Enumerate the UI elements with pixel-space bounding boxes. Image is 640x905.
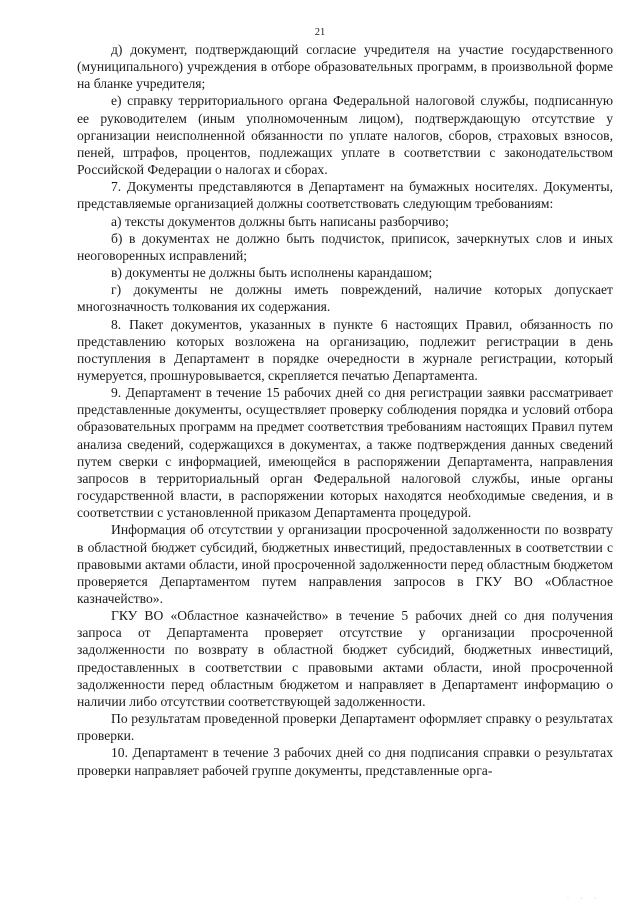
document-body: [77, 41, 613, 779]
page-number: 21: [314, 27, 326, 38]
paragraph-clause-10: 10. Департамент в течение 3 рабочих дней со дня подписания справки о результатах проверки направляет рабочей группе документы, представленные орга-: [77, 745, 613, 778]
paragraph-treasury-check: ГКУ ВО «Областное казначейство» в течение 5 рабочих дней со дня получения запроса от Департамента проверяет отсутствие у организации просроченной задолженности по возврату в областной бюджет субсидий, бюджетных инвестиций, предоставленных в соответствии с правовыми актами области, иной просроченной задолженности перед областным бюджетом и направляет в Департамент информацию о наличии либо отсутствии соответствующей задолженности.: [77, 608, 613, 709]
paragraph-requirement-g: г) документы не должны иметь повреждений, наличие которых допускает многозначность толкования их содержания.: [77, 282, 613, 315]
paragraph-debt-info: Информация об отсутствии у организации просроченной задолженности по возврату в областной бюджет субсидий, бюджетных инвестиций, предоставленных в соответствии с правовыми актами области, иной просроченной задолженности перед областным бюджетом проверяется Департаментом путем направления запросов в ГКУ ВО «Областное казначейство».: [77, 522, 613, 606]
scan-corner-mark: · · ·: [567, 896, 601, 902]
paragraph-requirement-v: в) документы не должны быть исполнены карандашом;: [111, 265, 433, 281]
paragraph-requirement-a: а) тексты документов должны быть написаны разборчиво;: [111, 213, 449, 229]
paragraph-item-d: д) документ, подтверждающий согласие учредителя на участие государственного (муниципального) учреждения в отборе образовательных программ, в произвольной форме на бланке учредителя;: [77, 42, 613, 92]
paragraph-clause-7: 7. Документы представляются в Департамент на бумажных носителях. Документы, представляемые организацией должны соответствовать следующим требованиям:: [77, 179, 613, 212]
paragraph-clause-9: 9. Департамент в течение 15 рабочих дней со дня регистрации заявки рассматривает представленные документы, осуществляет проверку соблюдения порядка и условий отбора образовательных программ на предмет соответствия требованиям настоящих Правил путем анализа сведений, содержащихся в документах, а также подтверждения данных сведений путем сверки с информацией, имеющейся в распоряжении Департамента, направления запросов в территориальный орган Федеральной налоговой службы, иные органы государственной власти, в распоряжении которых находятся необходимые сведения, и в соответствии с установленной приказом Департамента процедурой.: [77, 385, 613, 521]
paragraph-item-e: е) справку территориального органа Федеральной налоговой службы, подписанную ее руководителем (иным уполномоченным лицом), подтверждающую отсутствие у организации неисполненной обязанности по уплате налогов, сборов, страховых взносов, пеней, штрафов, процентов, подлежащих уплате в соответствии с законодательством Российской Федерации о налогах и сборах.: [77, 93, 613, 178]
paragraph-requirement-b: б) в документах не должно быть подчисток, приписок, зачеркнутых слов и иных неоговоренных исправлений;: [77, 230, 613, 263]
paragraph-clause-8: 8. Пакет документов, указанных в пункте 6 настоящих Правил, обязанность по представлению которых возложена на организацию, подлежит регистрации в день поступления в Департамент в порядке очередности в журнале регистрации, который нумеруется, прошнуровывается, скрепляется печатью Департамента.: [77, 316, 613, 383]
paragraph-check-result: По результатам проведенной проверки Департамент оформляет справку о результатах проверки.: [77, 711, 613, 744]
